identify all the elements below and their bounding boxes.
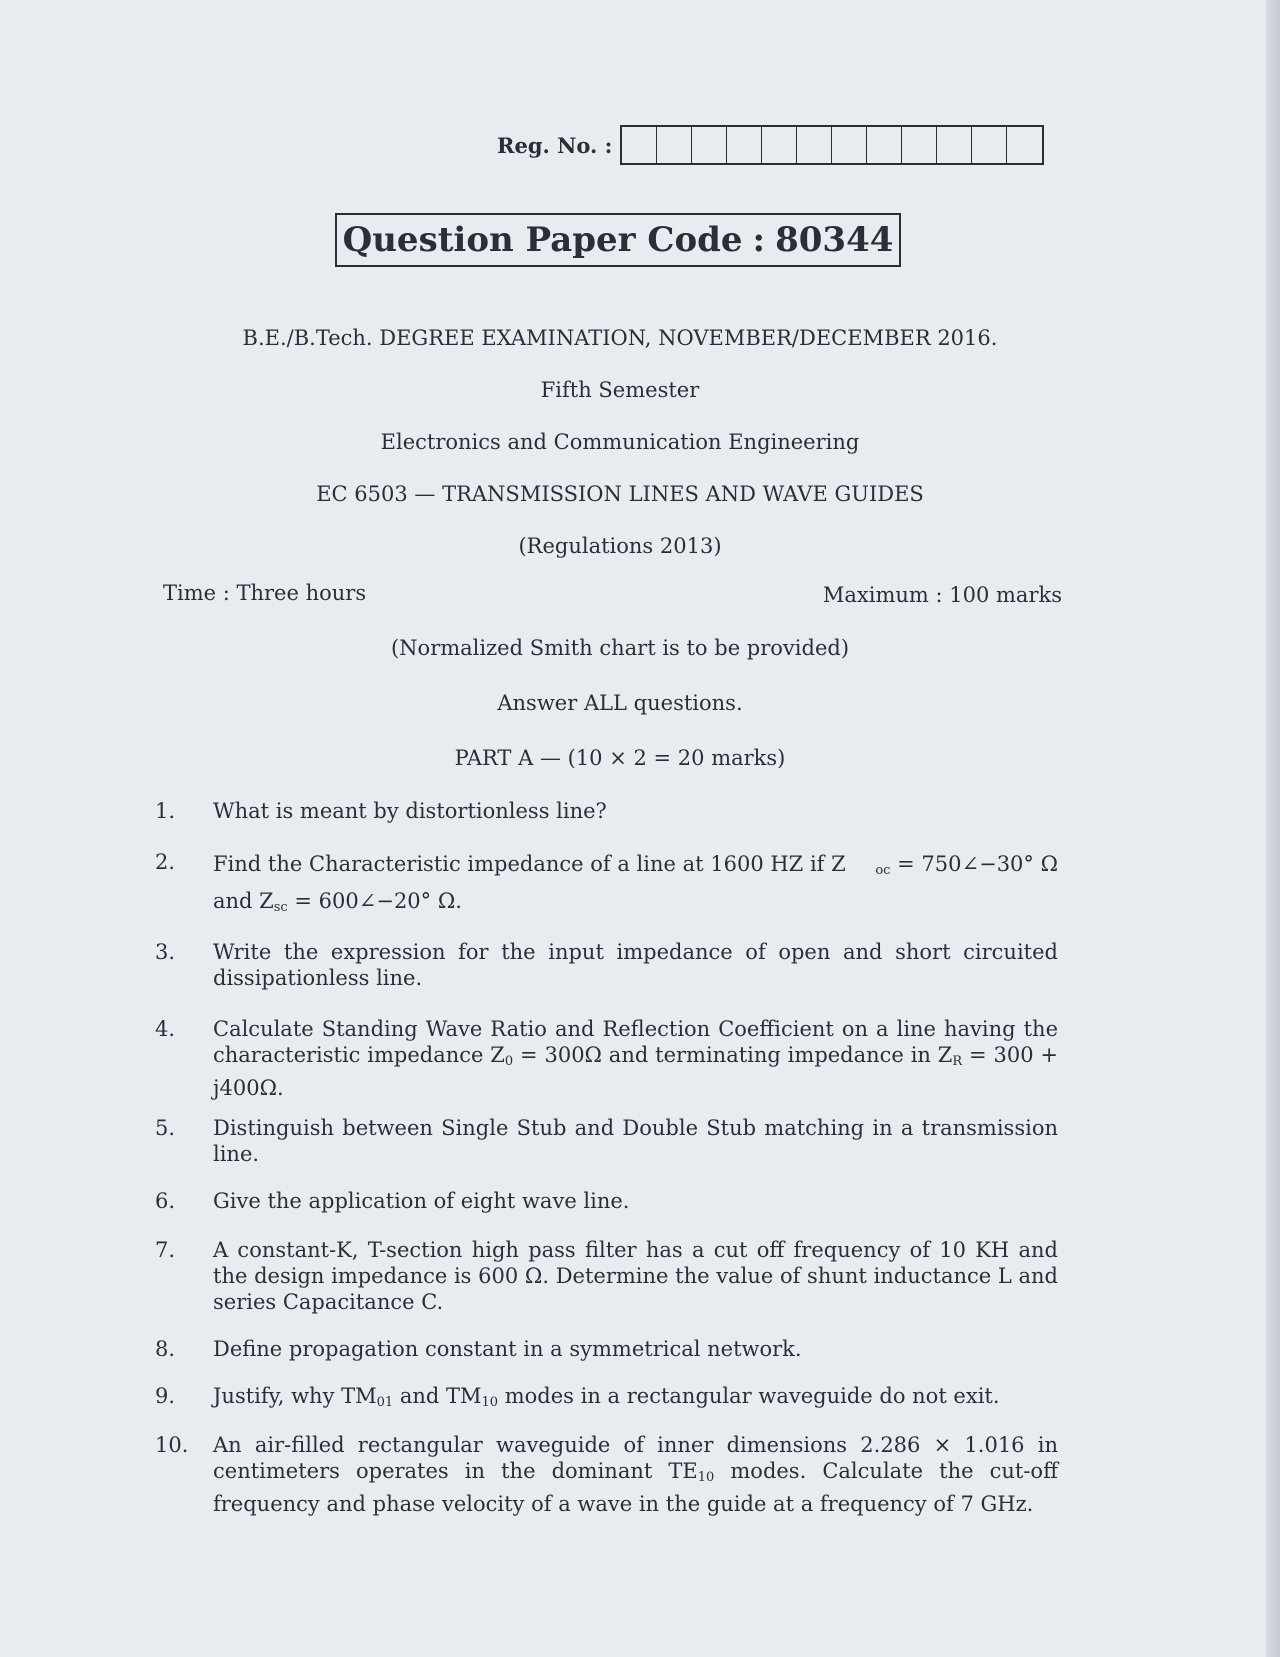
question-text: Distinguish between Single Stub and Double Stub matching in a transmission line.: [213, 1116, 1058, 1166]
reg-number-label: Reg. No. :: [497, 132, 613, 158]
reg-digit-box[interactable]: [937, 127, 972, 163]
subscript: 01: [376, 1395, 394, 1410]
question-number: 3.: [155, 940, 176, 964]
question-text: [213, 1432, 1058, 1517]
question-number: 9.: [155, 1384, 176, 1408]
subject-title: EC 6503 — TRANSMISSION LINES AND WAVE GUIDES: [316, 482, 924, 506]
question-number: 5.: [155, 1116, 176, 1140]
paper-code-separator: :: [752, 220, 766, 260]
question-text-part: Calculate Standing Wave Ratio and Reflection Coefficient on a line having the characteristic impedance Z: [213, 1017, 1058, 1067]
reg-digit-box[interactable]: [797, 127, 832, 163]
reg-number-field: [497, 125, 1044, 165]
paper-code-value: 80344: [775, 220, 894, 260]
subscript: 10: [481, 1395, 499, 1410]
question-text-part: Find the Characteristic impedance of a line at 1600 HZ if Z: [213, 852, 846, 876]
regulations: (Regulations 2013): [518, 534, 722, 558]
branch: Electronics and Communication Engineering: [380, 430, 860, 454]
reg-digit-box[interactable]: [1007, 127, 1042, 163]
question-text: A constant-K, T-section high pass filter has a cut off frequency of 10 KH and the design impedance is 600 Ω. Determine the value of shunt inductance L and series Capacitance C.: [213, 1238, 1058, 1314]
question-text-part: modes in a rectangular waveguide do not exit.: [498, 1384, 1000, 1408]
question-number: 6.: [155, 1189, 176, 1213]
subscript: R: [952, 1054, 963, 1069]
question-text: [213, 1016, 1058, 1101]
subscript: 10: [697, 1470, 715, 1485]
question-number: 10.: [155, 1433, 189, 1457]
part-a-heading: PART A — (10 × 2 = 20 marks): [454, 746, 786, 770]
question-text: [213, 849, 1058, 923]
question-text-part: and TM: [393, 1384, 482, 1408]
smith-chart-note: (Normalized Smith chart is to be provided): [390, 636, 850, 660]
question-text-part: An air-filled rectangular waveguide of inner dimensions 2.286 × 1.016 in centimeters operates in the dominant TE: [213, 1433, 1058, 1483]
question-number: 8.: [155, 1337, 176, 1361]
question-text-part: and Z: [213, 889, 274, 913]
question-text-part: modes. Calculate the cut-off frequency and phase velocity of a wave in the guide at a frequency of 7 GHz.: [213, 1459, 1058, 1516]
reg-digit-box[interactable]: [762, 127, 797, 163]
question-number: 1.: [155, 799, 176, 823]
question-text-part: = 750∠−30° Ω: [890, 852, 1058, 876]
maximum-marks: Maximum : 100 marks: [822, 583, 1062, 607]
reg-digit-box[interactable]: [727, 127, 762, 163]
time-allowed: Time : Three hours: [163, 581, 367, 605]
reg-digit-box[interactable]: [902, 127, 937, 163]
reg-digit-box[interactable]: [832, 127, 867, 163]
question-text-part: = 300 + j400Ω.: [213, 1043, 1058, 1100]
question-text: Define propagation constant in a symmetrical network.: [213, 1337, 802, 1361]
subscript: 0: [504, 1054, 514, 1069]
question-text-part: = 600∠−20° Ω.: [287, 889, 462, 913]
reg-digit-box[interactable]: [867, 127, 902, 163]
reg-digit-box[interactable]: [622, 127, 657, 163]
question-number: 4.: [155, 1017, 176, 1041]
question-text-part: = 300Ω and terminating impedance in Z: [513, 1043, 953, 1067]
question-text: What is meant by distortionless line?: [213, 799, 607, 823]
exam-title: B.E./B.Tech. DEGREE EXAMINATION, NOVEMBER/DECEMBER 2016.: [242, 326, 998, 350]
reg-digit-box[interactable]: [692, 127, 727, 163]
question-number: 2.: [155, 850, 176, 874]
question-number: 7.: [155, 1238, 176, 1262]
reg-number-boxes[interactable]: [620, 125, 1044, 165]
question-text-part: Justify, why TM: [213, 1384, 377, 1408]
paper-code-label: Question Paper Code: [342, 220, 743, 260]
question-text: Give the application of eight wave line.: [213, 1189, 630, 1213]
question-text: [213, 1383, 1058, 1416]
reg-digit-box[interactable]: [972, 127, 1007, 163]
semester: Fifth Semester: [540, 378, 700, 402]
question-paper-code-box: [335, 213, 901, 267]
subscript: sc: [273, 900, 288, 915]
question-text: Write the expression for the input impedance of open and short circuited dissipationless line.: [213, 940, 1058, 990]
reg-digit-box[interactable]: [657, 127, 692, 163]
instruction: Answer ALL questions.: [497, 691, 743, 715]
subscript: oc: [875, 863, 891, 878]
